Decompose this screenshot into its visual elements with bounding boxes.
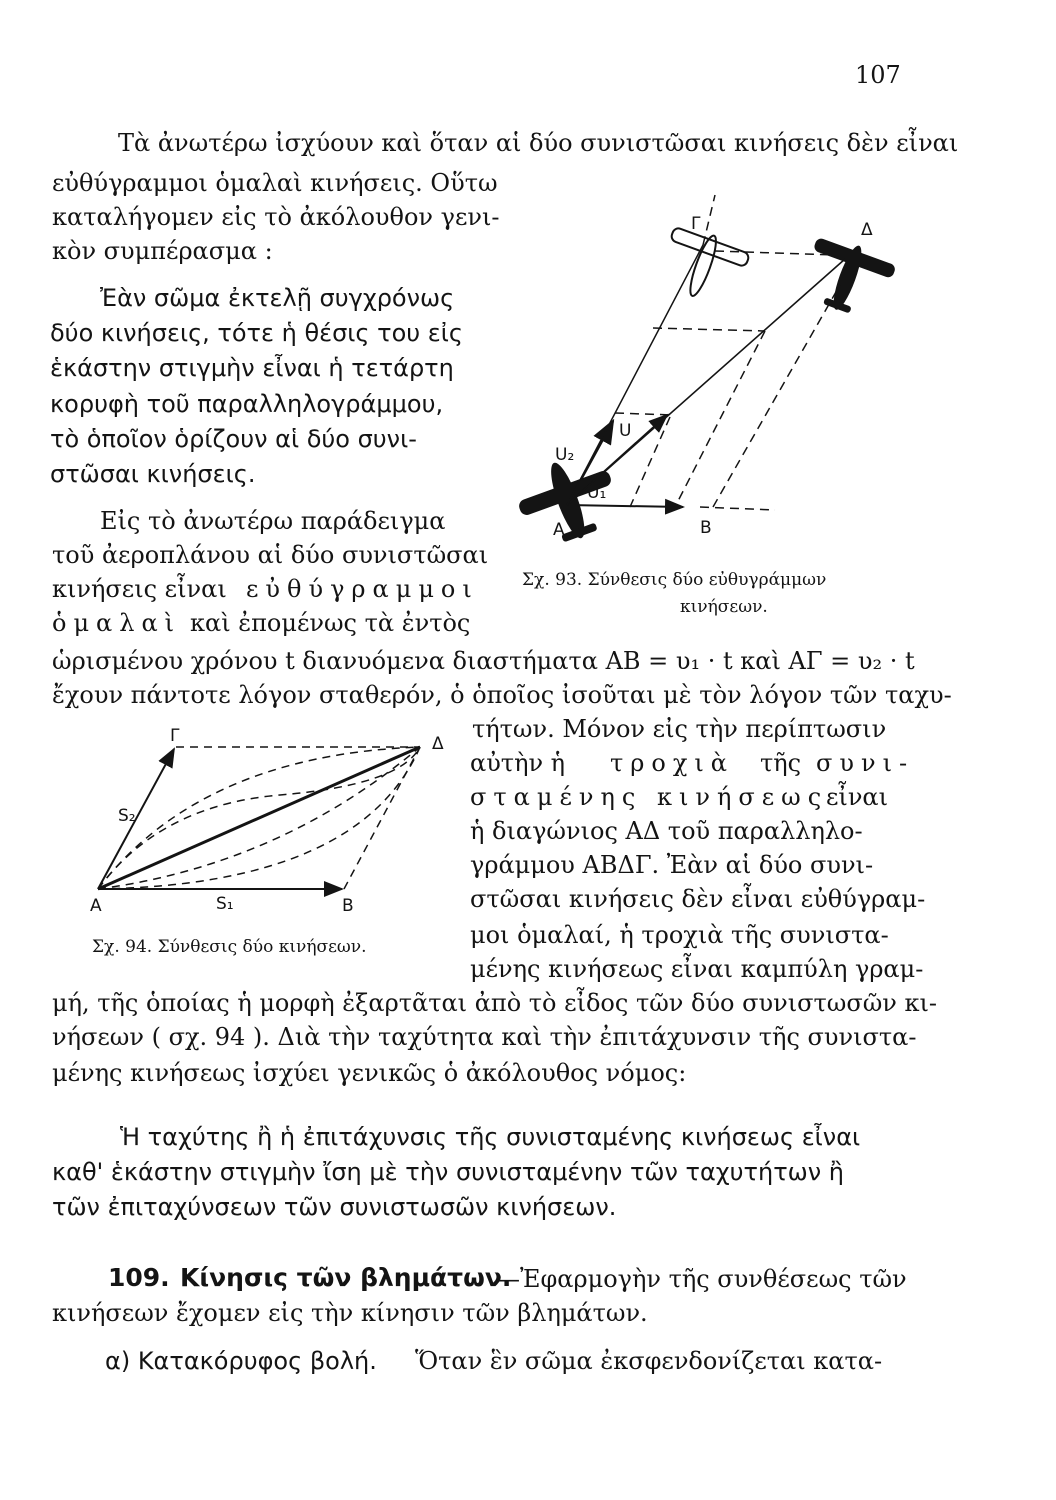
example-line-8a: αὐτὴν ἡ [470,749,566,777]
fig93-caption-line-2: κινήσεων. [680,597,768,617]
intro-line-3: καταλήγομεν εἰς τὸ ἀκόλουθον γενι- [52,203,500,231]
label-s1: S₁ [216,894,234,914]
page-number: 107 [855,61,901,89]
example-line-8c: τῆς [760,749,802,777]
example-line-17: μένης κινήσεως ἰσχύει γενικῶς ὁ ἀκόλουθος νόμος: [52,1059,687,1087]
label-a: A [90,896,102,916]
example-line-3a: κινήσεις εἶναι [52,575,227,603]
dashed-mid-4 [675,331,765,507]
example-line-8b: τροχιὰ [610,749,734,777]
law2-line-2: καθ' ἑκάστην στιγμὴν ἴση μὲ τὴν συνισταμένην τῶν ταχυτήτων ἢ [52,1158,845,1186]
example-line-2: τοῦ ἀεροπλάνου αἱ δύο συνιστῶσαι [52,541,489,569]
airplane-d-icon [796,231,898,324]
dashed-bd [344,747,420,889]
example-line-7: τήτων. Μόνον εἰς τὴν περίπτωσιν [472,715,887,743]
intro-line-4: κὸν συμπέρασμα : [52,237,273,265]
side-ag [98,749,174,889]
dashed-side-bd [713,285,840,507]
subsection-label: α) Κατακόρυφος βολή. [105,1347,377,1375]
airplane-g-icon [655,222,752,310]
vector-u1 [567,505,683,507]
label-b: B [700,518,712,538]
label-u1: U₁ [587,483,607,503]
label-u: U [619,421,632,441]
example-line-14: μένης κινήσεως εἶναι καμπύλη γραμ- [470,955,924,983]
label-g: Γ [170,726,180,746]
intro-line-1: Τὰ ἀνωτέρω ἰσχύουν καὶ ὅταν αἱ δύο συνιστῶσαι κινήσεις δὲν εἶναι [118,129,959,157]
example-line-4b: καὶ ἐπομένως τὰ ἐντὸς [190,609,471,637]
label-a: A [553,520,565,540]
dashed-bottom-ext [700,507,775,510]
example-line-9a: σταμένης κινήσεως [470,783,829,811]
dashed-mid-3 [653,328,765,331]
law1-line-1: Ἐὰν σῶμα ἐκτελῇ συγχρόνως [100,284,455,312]
intro-line-2: εὐθύγραμμοι ὁμαλαὶ κινήσεις. Οὕτω [52,169,498,197]
law1-line-2: δύο κινήσεις, τότε ἡ θέσις του εἰς [50,319,463,347]
label-g: Γ [691,214,701,234]
fig93-caption-line-1: Σχ. 93. Σύνθεσις δύο εὐθυγράμμων [522,570,827,590]
example-line-13: μοι ὁμαλαί, ἡ τροχιὰ τῆς συνιστα- [470,921,889,949]
label-b: B [342,896,354,916]
fig94-caption: Σχ. 94. Σύνθεσις δύο κινήσεων. [92,937,367,957]
subsection-text: Ὅταν ἓν σῶμα ἐκσφενδονίζεται κατα- [415,1347,883,1375]
resultant-ad [567,259,845,505]
example-line-10: ἡ διαγώνιος ΑΔ τοῦ παραλληλο- [470,817,863,845]
figure-93 [505,185,915,565]
label-d: Δ [432,734,444,754]
side-ag [567,245,703,505]
example-line-8d: συνι- [816,749,915,777]
figure-94 [80,725,460,915]
law1-line-4: κορυφὴ τοῦ παραλληλογράμμου, [50,390,444,418]
example-line-4a: ὁμαλαὶ [52,609,182,637]
label-u2: U₂ [555,445,575,465]
dashed-top-gd [715,251,835,255]
law1-line-6: στῶσαι κινήσεις. [50,460,256,488]
law1-line-3: ἑκάστην στιγμὴν εἶναι ἡ τετάρτη [50,354,454,382]
example-line-6: ἔχουν πάντοτε λόγον σταθερόν, ὁ ὁποῖος ἰσοῦται μὲ τὸν λόγον τῶν ταχυ- [52,681,952,709]
diagonal-ad [98,747,420,889]
example-line-9b: εἶναι [826,783,889,811]
section-line-1: —Ἐφαρμογὴν τῆς συνθέσεως τῶν [496,1265,907,1293]
example-line-11: γράμμου ΑΒΔΓ. Ἐὰν αἱ δύο συνι- [470,851,874,879]
law1-line-5: τὸ ὁποῖον ὁρίζουν αἱ δύο συνι- [50,425,417,453]
law2-line-3: τῶν ἐπιταχύνσεων τῶν συνιστωσῶν κινήσεων. [52,1193,617,1221]
section-title: Κίνησις τῶν βλημάτων. [180,1263,512,1292]
example-line-5: ὡρισμένου χρόνου t διανυόμενα διαστήματα ΑΒ = υ₁ · t καὶ ΑΓ = υ₂ · t [52,647,915,675]
example-line-1: Εἰς τὸ ἀνωτέρω παράδειγμα [100,507,446,535]
section-line-2: κινήσεων ἔχομεν εἰς τὴν κίνησιν τῶν βλημάτων. [52,1299,648,1327]
example-line-12: στῶσαι κινήσεις δὲν εἶναι εὐθύγραμ- [470,885,926,913]
dashed-mid-1 [615,413,673,415]
label-d: Δ [861,220,873,240]
example-line-3b: εὐθύγραμμοι [246,575,479,603]
example-line-16: νήσεων ( σχ. 94 ). Διὰ τὴν ταχύτητα καὶ τὴν ἐπιτάχυνσιν τῆς συνιστα- [52,1023,917,1051]
section-number: 109. [108,1263,170,1292]
law2-line-1: Ἡ ταχύτης ἢ ἡ ἐπιτάχυνσις τῆς συνισταμένης κινήσεως εἶναι [120,1123,861,1151]
label-s2: S₂ [118,806,136,826]
example-line-15: μή, τῆς ὁποίας ἡ μορφὴ ἐξαρτᾶται ἀπὸ τὸ εἶδος τῶν δύο συνιστωσῶν κι- [52,989,938,1017]
